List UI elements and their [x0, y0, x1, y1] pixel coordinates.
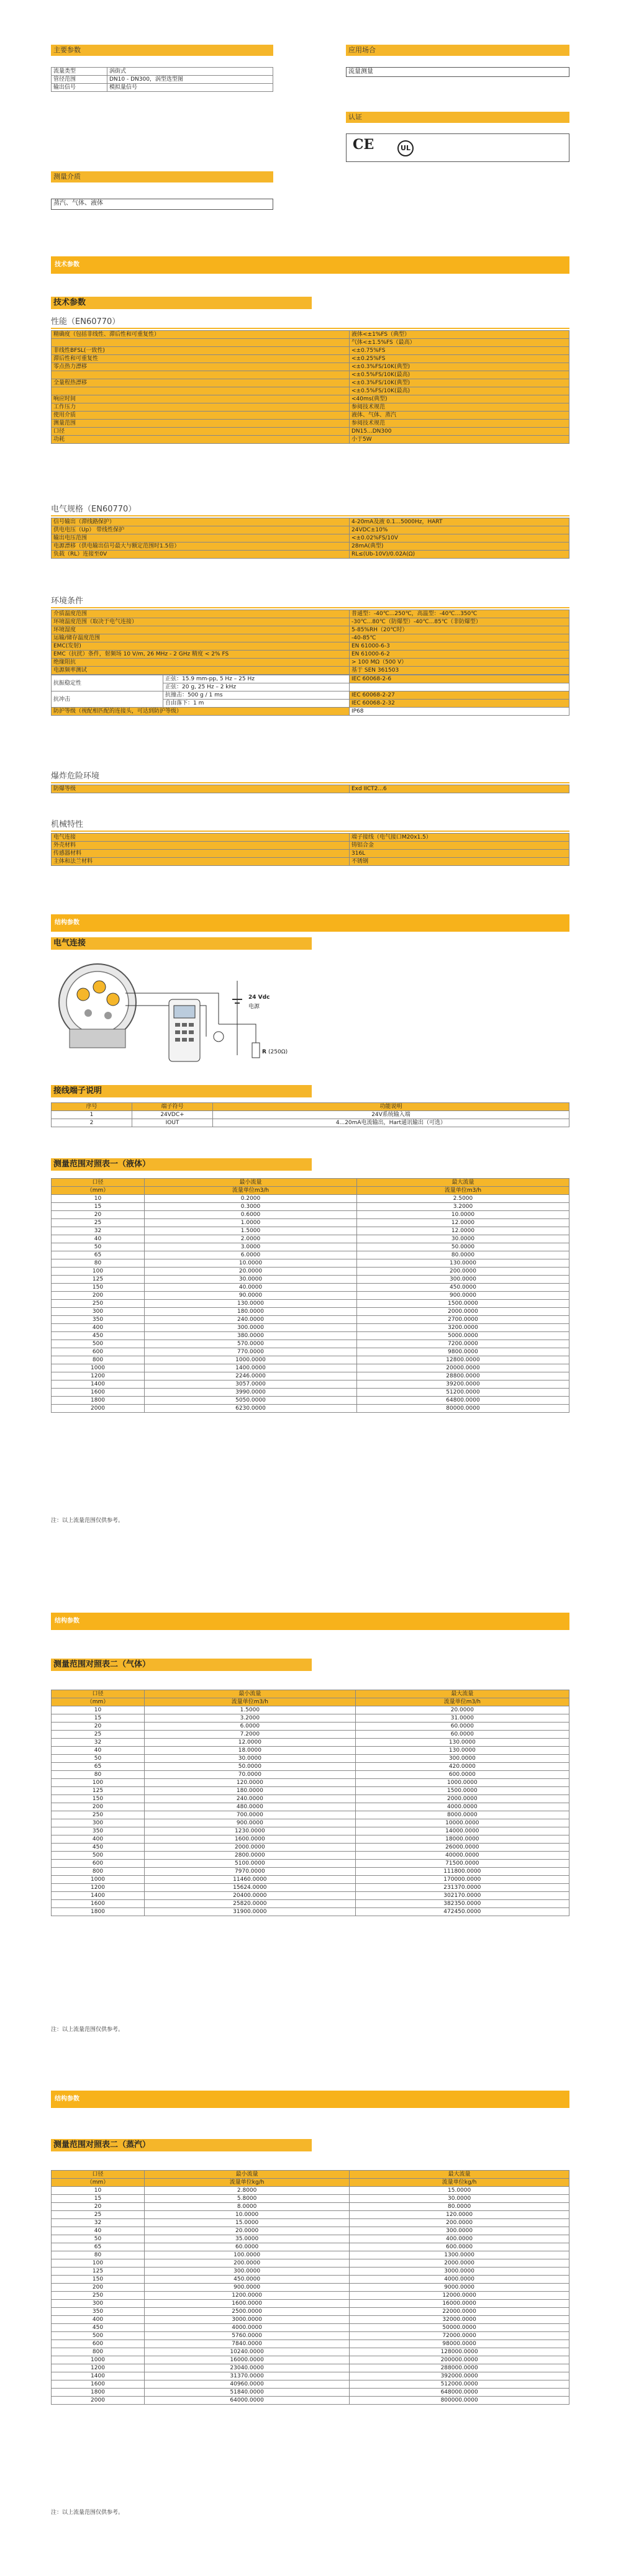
ex-table [51, 785, 569, 793]
table-row: 2000 64000.0000 800000.0000 [52, 2397, 569, 2405]
table-row: 电气连接 端子接线（电气接口M20x1.5） [52, 834, 569, 842]
table-row: 10 0.2000 2.5000 [52, 1195, 569, 1203]
table-row: 1200 15624.0000 231370.0000 [52, 1884, 569, 1892]
table-row: 500 2800.0000 40000.0000 [52, 1852, 569, 1860]
table-row: 150 450.0000 4000.0000 [52, 2276, 569, 2284]
table-row: 40 2.0000 30.0000 [52, 1235, 569, 1243]
table-row: 1600 40960.0000 512000.0000 [52, 2380, 569, 2389]
table-row: 300 900.0000 10000.0000 [52, 1819, 569, 1827]
mech-title: 机械特性 [51, 819, 569, 832]
table-row: 450 380.0000 5000.0000 [52, 1332, 569, 1340]
table-row: 测量范围 参阅技术规范 [52, 420, 569, 428]
gas-table: 口径 最小流量 最大流量 （mm） 流量单位m3/h 流量单位m3/h 10 1.5000 20.0000 15 3.2000 31.0000 20 6.0000 60.0000 25 7.2000 60.0000 32 12.0000 130.0000 40 18.0000 130.0000 50 30.0000 300.0000 65 50.0000 420.0000 80 70.0000 600.0000 100 120.0000 1000.0000 125 180.0000 1500.0000 150 240.0000 2000.0000 200 480.0000 4000.0000 250 700.0000 8000.0000 300 900.0000 10000.0000 350 1230.0000 14000.0000 400 1600.0000 18000.0000 450 2000.0000 26000.0000 500 2800.0000 40000.0000 600 5100.0000 71500.0000 800 7970.0000 111800.0000 1000 11460.0000 170000.0000 1200 15624.0000 231370.0000 1400 20400.0000 302170.0000 1600 25820.0000 382350.0000 1800 31900.0000 472450.0000 [51, 1690, 569, 1916]
app-value: 流量测量 [346, 67, 569, 77]
table-row: <±0.5%FS/10K(最高) [52, 387, 569, 395]
table-row: 1200 2246.0000 28800.0000 [52, 1372, 569, 1380]
table-row: 300 1600.0000 16000.0000 [52, 2300, 569, 2308]
ul-mark-icon: UL [397, 140, 414, 156]
table-row: 运输/储存温度范围 -40-85℃ [52, 634, 569, 642]
table-row: 15 5.8000 30.0000 [52, 2195, 569, 2203]
liquid-note: 注：以上流量范围仅供参考。 [51, 1518, 124, 1524]
table-row: 600 770.0000 9800.0000 [52, 1348, 569, 1356]
table-row: 200 480.0000 4000.0000 [52, 1803, 569, 1811]
table-row: 介质温度范围 普通型：-40℃...250℃，高温型：-40℃...350℃ [52, 610, 569, 618]
table-row: 100 20.0000 200.0000 [52, 1268, 569, 1276]
steam-note: 注：以上流量范围仅供参考。 [51, 2510, 124, 2516]
table-row: 125 300.0000 3000.0000 [52, 2268, 569, 2276]
table-row: 500 5760.0000 72000.0000 [52, 2332, 569, 2340]
table-row: 350 240.0000 2700.0000 [52, 1316, 569, 1324]
main-params-table [51, 67, 273, 92]
terminal-title: 接线端子说明 [51, 1085, 312, 1097]
table-row: 零点热力漂移 <±0.3%FS/10K(典型) [52, 363, 569, 371]
table-row: 主体和法兰材料 不锈钢 [52, 858, 569, 866]
table-row: 信号输出（滞线路保护） 4-20mA及液 0.1...5000Hz，HART [52, 518, 569, 526]
elec-table [51, 518, 569, 559]
impact-label: 抗冲击 [52, 691, 163, 708]
table-row: 输出电压范围 <±0.02%FS/10V [52, 534, 569, 543]
wiring-diagram [51, 956, 312, 1068]
table-row: 功耗 小于5W [52, 436, 569, 444]
table-row: 1000 11460.0000 170000.0000 [52, 1876, 569, 1884]
mech-table [51, 833, 569, 866]
steam-table: 口径 最小流量 最大流量 （mm） 流量单位kg/h 流量单位kg/h 10 2.8000 15.0000 15 5.8000 30.0000 20 8.0000 80.0000 25 10.0000 120.0000 32 15.0000 200.0000 40 20.0000 300.0000 50 35.0000 400.0000 65 60.0000 600.0000 80 100.0000 1300.0000 100 200.0000 2000.0000 125 300.0000 3000.0000 150 450.0000 4000.0000 200 900.0000 9000.0000 250 1200.0000 12000.0000 300 1600.0000 16000.0000 350 2500.0000 22000.0000 400 3000.0000 32000.0000 450 4000.0000 50000.0000 500 5760.0000 72000.0000 600 7840.0000 98000.0000 800 10240.0000 128000.0000 1000 16000.0000 200000.0000 1200 23040.0000 288000.0000 1400 31370.0000 392000.0000 1600 40960.0000 512000.0000 1800 51840.0000 648000.0000 2000 64000.0000 800000.0000 [51, 2170, 569, 2405]
table-row: 1600 25820.0000 382350.0000 [52, 1900, 569, 1908]
table-row: 80 100.0000 1300.0000 [52, 2251, 569, 2259]
ce-mark-icon: CE [353, 137, 374, 153]
table-row: 15 0.3000 3.2000 [52, 1203, 569, 1211]
table-row: 350 1230.0000 14000.0000 [52, 1827, 569, 1835]
table-row: 防爆等级 Exd IICT2...6 [52, 785, 569, 793]
table-row: 25 1.0000 12.0000 [52, 1219, 569, 1227]
table-row: 1800 31900.0000 472450.0000 [52, 1908, 569, 1916]
table-row: 供电电压（Up） 带线性保护 24VDC±10% [52, 526, 569, 534]
table-row: 1000 1400.0000 20000.0000 [52, 1364, 569, 1372]
table-row: 1400 31370.0000 392000.0000 [52, 2372, 569, 2380]
liquid-table: 口径 最小流量 最大流量 （mm） 流量单位m3/h 流量单位m3/h 10 0.2000 2.5000 15 0.3000 3.2000 20 0.6000 10.0000 25 1.0000 12.0000 32 1.5000 12.0000 40 2.0000 30.0000 50 3.0000 50.0000 65 6.0000 80.0000 80 10.0000 130.0000 100 20.0000 200.0000 125 30.0000 300.0000 150 40.0000 450.0000 200 90.0000 900.0000 250 130.0000 1500.0000 300 180.0000 2000.0000 350 240.0000 2700.0000 400 300.0000 3200.0000 450 380.0000 5000.0000 500 570.0000 7200.0000 600 770.0000 9800.0000 800 1000.0000 12800.0000 1000 1400.0000 20000.0000 1200 2246.0000 28800.0000 1400 3057.0000 39200.0000 1600 3990.0000 51200.0000 1800 5050.0000 64800.0000 2000 6230.0000 80000.0000 [51, 1178, 569, 1413]
main-params-header: 主要参数 [51, 45, 273, 56]
table-row: 15 3.2000 31.0000 [52, 1714, 569, 1723]
table-row: 65 60.0000 600.0000 [52, 2243, 569, 2251]
table-row: 600 5100.0000 71500.0000 [52, 1860, 569, 1868]
tech-title: 技术参数 [51, 297, 312, 309]
perf-title: 性能（EN60770） [51, 317, 569, 329]
section-band-struct-1: 结构参数 [51, 914, 569, 932]
table-row: 10 1.5000 20.0000 [52, 1706, 569, 1714]
elec-title: 电气规格（EN60770） [51, 504, 569, 516]
steam-title: 测量范围对照表二（蒸汽） [51, 2139, 312, 2151]
table-row: 250 1200.0000 12000.0000 [52, 2292, 569, 2300]
table-row: 100 200.0000 2000.0000 [52, 2259, 569, 2268]
gas-title: 测量范围对照表二（气体） [51, 1659, 312, 1671]
table-row: 环境温度范围（取决于电气连接） -30℃...80℃（防爆型）-40℃...85℃（非防爆型） [52, 618, 569, 626]
env-title: 环境条件 [51, 596, 569, 608]
cert-header: 认证 [346, 112, 569, 123]
table-row: 负载（RL）连接至0V RL≤(Ub-10V)/0.02A(Ω) [52, 551, 569, 559]
table-row: 响应时间 <40ms(典型) [52, 395, 569, 403]
table-row: 125 30.0000 300.0000 [52, 1276, 569, 1284]
table-row: 125 180.0000 1500.0000 [52, 1787, 569, 1795]
table-row: 电源频率测试 基于 SEN 361503 [52, 667, 569, 675]
table-row: 200 900.0000 9000.0000 [52, 2284, 569, 2292]
table-row: 250 700.0000 8000.0000 [52, 1811, 569, 1819]
table-row: EMC(发射) EN 61000-6-3 [52, 642, 569, 651]
table-row: EMC（抗扰）条件，射频场 10 V/m, 26 MHz - 2 GHz 精度 < 2% FS EN 61000-6-2 [52, 651, 569, 659]
table-row: 环境湿度 5-85%RH（20℃时） [52, 626, 569, 634]
wiring-label-r: R [262, 1049, 266, 1055]
table-row: 40 20.0000 300.0000 [52, 2227, 569, 2235]
table-row: 350 2500.0000 22000.0000 [52, 2308, 569, 2316]
table-row: 400 3000.0000 32000.0000 [52, 2316, 569, 2324]
table-row: 滞后性和可重复性 <±0.25%FS [52, 355, 569, 363]
table-row: 50 30.0000 300.0000 [52, 1755, 569, 1763]
wiring-title: 电气连接 [51, 937, 312, 950]
table-row: 400 300.0000 3200.0000 [52, 1324, 569, 1332]
cert-box [346, 133, 569, 162]
env-table: 介质温度范围 普通型：-40℃...250℃，高温型：-40℃...350℃ 环境温度范围（取决于电气连接） -30℃...80℃（防爆型）-40℃...85℃（非防爆型） 环境湿度 5-85%RH（20℃时） 运输/储存温度范围 -40-85℃ EMC(发射) EN 61000-6-3 EMC（抗扰）条件，射频场 10 V/m, 26 MHz - 2 GHz 精度 < 2% FS EN 61000-6-2 绝缘阻抗 > 100 MΩ（500 V） 电源频率测试 基于 SEN 361503 抗振稳定性 正弦：15.9 mm-pp, 5 Hz – 25 Hz IEC 60068-2-6 正弦：20 g, 25 Hz – 2 kHz 抗冲击 抗撞击：500 g / 1 ms IEC 60068-2-27 自由落下：1 m IEC 60068-2-32 防护等级（视配相匹配的连接头，可达到防护等级） IP68 [51, 610, 569, 716]
table-row: 500 570.0000 7200.0000 [52, 1340, 569, 1348]
table-row: 非线性BFSL(一致性) <±0.75%FS [52, 347, 569, 355]
table-row: 800 7970.0000 111800.0000 [52, 1868, 569, 1876]
ex-title: 爆炸危险环境 [51, 771, 569, 783]
gas-note: 注：以上流量范围仅供参考。 [51, 2027, 124, 2033]
app-header: 应用场合 [346, 45, 569, 56]
table-row: 65 50.0000 420.0000 [52, 1763, 569, 1771]
section-band-struct-3: 结构参数 [51, 2091, 569, 2108]
table-row: 32 15.0000 200.0000 [52, 2219, 569, 2227]
table-row: 1200 23040.0000 288000.0000 [52, 2364, 569, 2372]
table-row: 20 0.6000 10.0000 [52, 1211, 569, 1219]
table-row: 工作压力 参阅技术规范 [52, 403, 569, 412]
table-row: 450 4000.0000 50000.0000 [52, 2324, 569, 2332]
table-row: 使用介质 液体、气体、蒸汽 [52, 412, 569, 420]
table-row: 精确度（包括非线性、滞后性和可重复性） 液体<±1%FS（典型） [52, 331, 569, 339]
table-row: 气体<±1.5%FS（最高） [52, 339, 569, 347]
table-row: 管径范围 DN10 - DN300，涡型选型图 [52, 76, 273, 84]
table-row: 1800 5050.0000 64800.0000 [52, 1397, 569, 1405]
table-row: 流量类型 涡街式 [52, 68, 273, 76]
table-row: 32 1.5000 12.0000 [52, 1227, 569, 1235]
table-row: 800 10240.0000 128000.0000 [52, 2348, 569, 2356]
table-row: 外壳材料 铸铝合金 [52, 842, 569, 850]
table-row: 1400 3057.0000 39200.0000 [52, 1380, 569, 1389]
table-row: 1800 51840.0000 648000.0000 [52, 2389, 569, 2397]
table-row: 输出信号 模拟量信号 [52, 84, 273, 92]
table-row: 全量程热漂移 <±0.3%FS/10K(典型) [52, 379, 569, 387]
section-band-tech: 技术参数 [51, 256, 569, 274]
table-row: 20 8.0000 80.0000 [52, 2203, 569, 2211]
table-row: 250 130.0000 1500.0000 [52, 1300, 569, 1308]
table-row: 1400 20400.0000 302170.0000 [52, 1892, 569, 1900]
table-row: 传感器材料 316L [52, 850, 569, 858]
table-row: 1000 16000.0000 200000.0000 [52, 2356, 569, 2364]
table-row: 150 40.0000 450.0000 [52, 1284, 569, 1292]
terminal-table: 序号 端子符号 功能说明 1 24VDC+ 24V系统输入端 2 IOUT 4...20mA电流输出，Hart通讯输出（可选） [51, 1102, 569, 1127]
table-row: 150 240.0000 2000.0000 [52, 1795, 569, 1803]
media-value: 蒸汽、气体、液体 [51, 199, 273, 210]
table-row: 600 7840.0000 98000.0000 [52, 2340, 569, 2348]
table-row: 10 2.8000 15.0000 [52, 2187, 569, 2195]
table-row: 300 180.0000 2000.0000 [52, 1308, 569, 1316]
wiring-label-24v: 24 Vdc [248, 994, 270, 1001]
table-row: 口径 DN15...DN300 [52, 428, 569, 436]
perf-table [51, 330, 569, 444]
table-row: 1600 3990.0000 51200.0000 [52, 1389, 569, 1397]
table-row: 80 10.0000 130.0000 [52, 1259, 569, 1268]
table-row: 50 3.0000 50.0000 [52, 1243, 569, 1251]
table-row: <±0.5%FS/10K(最高) [52, 371, 569, 379]
table-row: 400 1600.0000 18000.0000 [52, 1835, 569, 1844]
table-row: 25 10.0000 120.0000 [52, 2211, 569, 2219]
table-row: 65 6.0000 80.0000 [52, 1251, 569, 1259]
table-row: 80 70.0000 600.0000 [52, 1771, 569, 1779]
table-row: 40 18.0000 130.0000 [52, 1747, 569, 1755]
section-band-struct-2: 结构参数 [51, 1613, 569, 1630]
media-header: 测量介质 [51, 171, 273, 182]
wiring-label-power: 电源 [248, 1004, 260, 1010]
table-row: 32 12.0000 130.0000 [52, 1739, 569, 1747]
table-row: 200 90.0000 900.0000 [52, 1292, 569, 1300]
table-row: 20 6.0000 60.0000 [52, 1723, 569, 1731]
shock-label: 抗振稳定性 [52, 675, 163, 691]
liquid-title: 测量范围对照表一（液体） [51, 1158, 312, 1171]
wiring-label-ohm: (250Ω) [268, 1049, 288, 1055]
table-row: 100 120.0000 1000.0000 [52, 1779, 569, 1787]
table-row: 25 7.2000 60.0000 [52, 1731, 569, 1739]
table-row: 2000 6230.0000 80000.0000 [52, 1405, 569, 1413]
table-row: 800 1000.0000 12800.0000 [52, 1356, 569, 1364]
table-row: 电源漂移（供电输出信号最大与额定范围时1.5倍） 28mA(典型) [52, 543, 569, 551]
table-row: 50 35.0000 400.0000 [52, 2235, 569, 2243]
table-row: 绝缘阻抗 > 100 MΩ（500 V） [52, 659, 569, 667]
table-row: 450 2000.0000 26000.0000 [52, 1844, 569, 1852]
